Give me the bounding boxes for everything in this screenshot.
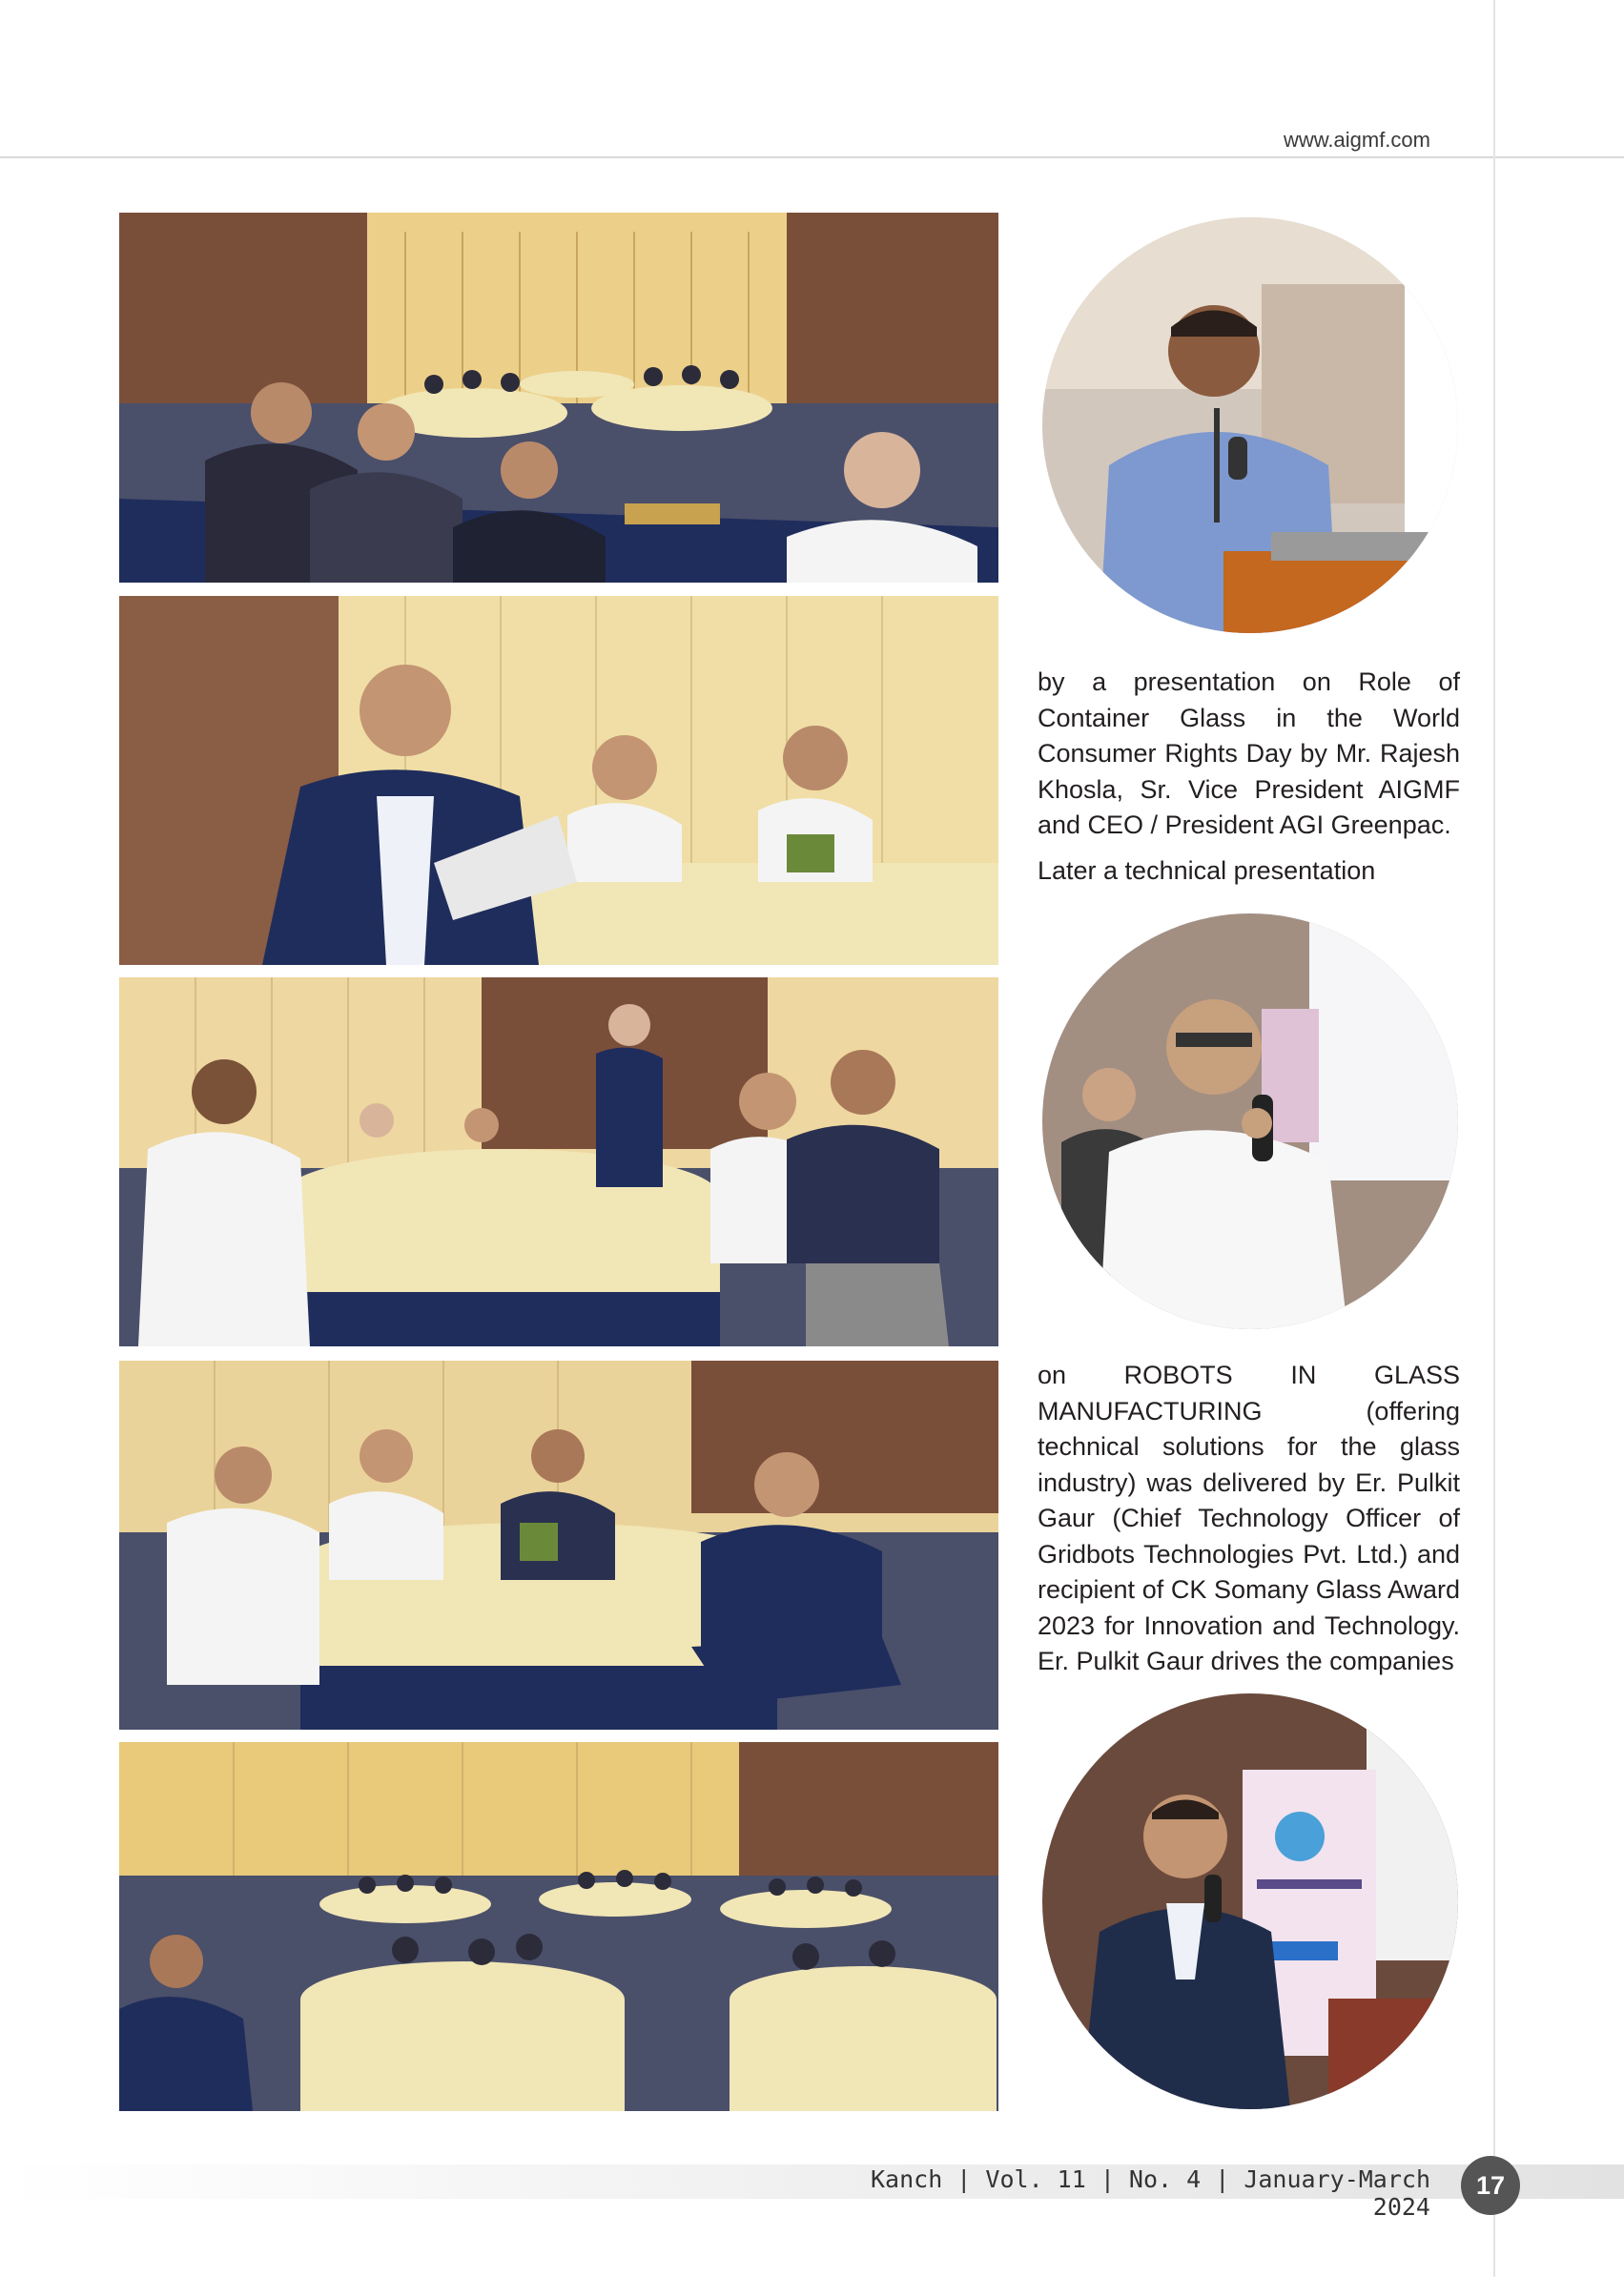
portrait-speaker-presenting	[1042, 1693, 1458, 2109]
photo-delegate-reading-booklet	[119, 596, 998, 965]
portrait-speaker-with-microphone	[1042, 913, 1458, 1329]
photo-delegate-asking-question	[119, 977, 998, 1346]
article-column-upper	[1038, 665, 1460, 889]
photo-conference-room-wide	[119, 213, 998, 583]
header-rule	[0, 156, 1624, 158]
page-number-badge: 17	[1461, 2156, 1520, 2215]
site-url[interactable]: www.aigmf.com	[1283, 128, 1430, 152]
page-edge-rule	[1493, 0, 1495, 2277]
article-paragraph: on ROBOTS IN GLASS MANUFACTURING (offering technical solutions for the glass industry) was delivered by Er. Pulkit Gaur (Chief Technology Officer of Gridbots Technologies Pvt. Ltd.) and recipient of CK Somany Glass Award 2023 for Innovation and Technology. Er. Pulkit Gaur drives the companies	[1038, 1361, 1460, 1675]
article-column-lower	[1038, 1358, 1460, 1680]
article-paragraph: Later a technical presentation	[1038, 855, 1376, 885]
footer-publication: Kanch | Vol. 11 | No. 4 | January-March 2024	[871, 2165, 1430, 2221]
photo-delegates-at-round-table	[119, 1361, 998, 1730]
article-paragraph: by a presentation on Role of Container Glass in the World Consumer Rights Day by Mr. Rajesh Khosla, Sr. Vice President AIGMF and CEO / President AGI Greenpac.	[1038, 667, 1460, 839]
portrait-speaker-at-podium	[1042, 217, 1458, 633]
photo-audience-overview	[119, 1742, 998, 2111]
